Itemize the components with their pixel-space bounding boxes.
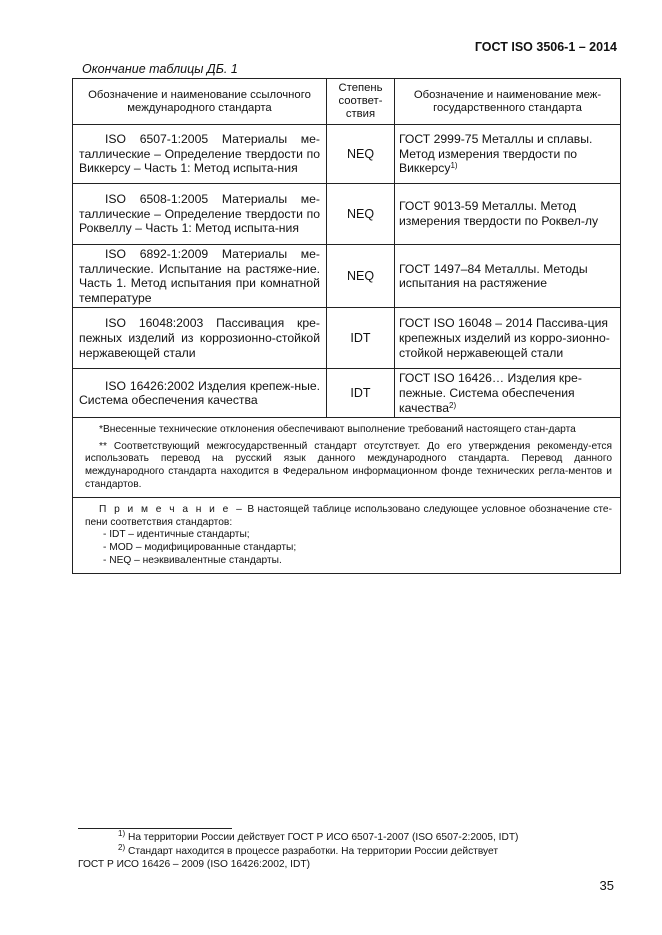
- table-row: [73, 245, 621, 308]
- cell-degree: IDT: [327, 369, 395, 418]
- remark-text: В настоящей таблице использовано следующее условное обозначение сте-пени соответствия стандартов:: [85, 504, 612, 528]
- footnote-2-text: Стандарт находится в процессе разработки. На территории России действует: [125, 846, 498, 857]
- remark-label: П р и м е ч а н и е –: [99, 504, 244, 516]
- header-international: Обозначение и наименование ссылочного международного стандарта: [73, 79, 327, 125]
- table-row: [73, 184, 621, 245]
- table-remark: [73, 498, 621, 574]
- table-notes-row: [73, 418, 621, 498]
- footnote-1-mark: 1): [118, 829, 126, 838]
- cell-national: ГОСТ ISO 16048 – 2014 Пассива-ция крепежных изделий из корро-зионно-стойкой нержавеющей стали: [395, 308, 621, 369]
- footnote-2-mark: 2): [118, 843, 126, 852]
- footnote-2: [78, 843, 598, 871]
- table-row: [73, 125, 621, 184]
- note-star-1: *Внесенные технические отклонения обеспечивают выполнение требований настоящего стан-дарта: [99, 424, 576, 436]
- cell-degree: NEQ: [327, 245, 395, 308]
- footnote-2-continuation: ГОСТ Р ИСО 16426 – 2009 (ISO 16426:2002, IDT): [78, 858, 310, 870]
- cell-national: ГОСТ 1497–84 Металлы. Методы испытания на растяжение: [395, 245, 621, 308]
- table-caption: Окончание таблицы ДБ. 1: [82, 62, 238, 76]
- remark-item-idt: - IDT – идентичные стандарты;: [103, 529, 250, 541]
- note-star-2: ** Соответствующий межгосударственный стандарт отсутствует. До его утверждения рекоменду-ется использовать перевод на русский язык данного международного стандарта. Перевод данного международного стандарта находится в Федеральном информационном фонде технических регла-ментов и стандартов.: [85, 440, 612, 490]
- table-row: [73, 308, 621, 369]
- cell-international: ISO 16426:2002 Изделия крепеж-ные. Система обеспечения качества: [73, 369, 327, 418]
- cell-international: ISO 6507-1:2005 Материалы ме-таллические – Определение твердости по Виккерсу – Часть 1: Метод испыта-ния: [73, 125, 327, 184]
- cell-international: ISO 6508-1:2005 Материалы ме-таллические – Определение твердости по Роквеллу – Часть 1: Метод испыта-ния: [73, 184, 327, 245]
- table-header-row: [73, 79, 621, 125]
- cell-international: ISO 16048:2003 Пассивация кре-пежных изделий из коррозионно-стойкой нержавеющей стали: [73, 308, 327, 369]
- footnote-separator: [78, 828, 232, 829]
- header-degree: Степень соответ-ствия: [327, 79, 395, 125]
- cell-degree: NEQ: [327, 125, 395, 184]
- footnote-1: [78, 829, 638, 845]
- table-notes: [73, 418, 621, 498]
- cell-degree: IDT: [327, 308, 395, 369]
- footnote-ref: 2): [449, 400, 457, 410]
- remark-item-neq: - NEQ – неэквивалентные стандарты.: [103, 554, 282, 566]
- table-row: [73, 369, 621, 418]
- footnote-ref: 1): [450, 161, 458, 171]
- remark-paragraph: [85, 504, 612, 529]
- footnote-1-text: На территории России действует ГОСТ Р ИСО 6507-1-2007 (ISO 6507-2:2005, IDT): [125, 832, 519, 843]
- cell-international: ISO 6892-1:2009 Материалы ме-таллические. Испытание на растяже-ние. Часть 1. Метод испытания при комнатной температуре: [73, 245, 327, 308]
- cell-national: ГОСТ ISO 16426… Изделия кре-пежные. Система обеспечения качества$^{2)}$: [395, 369, 621, 418]
- standards-table: [72, 78, 621, 574]
- cell-national: ГОСТ 2999-75 Металлы и сплавы. Метод измерения твердости по Виккерсу$^{1)}$: [395, 125, 621, 184]
- cell-degree: NEQ: [327, 184, 395, 245]
- table-remark-row: [73, 498, 621, 574]
- remark-item-mod: - MOD – модифицированные стандарты;: [103, 541, 297, 553]
- page-number: 35: [599, 878, 614, 893]
- header-national: Обозначение и наименование меж-государственного стандарта: [395, 79, 621, 125]
- document-id: ГОСТ ISO 3506-1 – 2014: [474, 40, 617, 54]
- cell-national: ГОСТ 9013-59 Металлы. Метод измерения твердости по Роквел-лу: [395, 184, 621, 245]
